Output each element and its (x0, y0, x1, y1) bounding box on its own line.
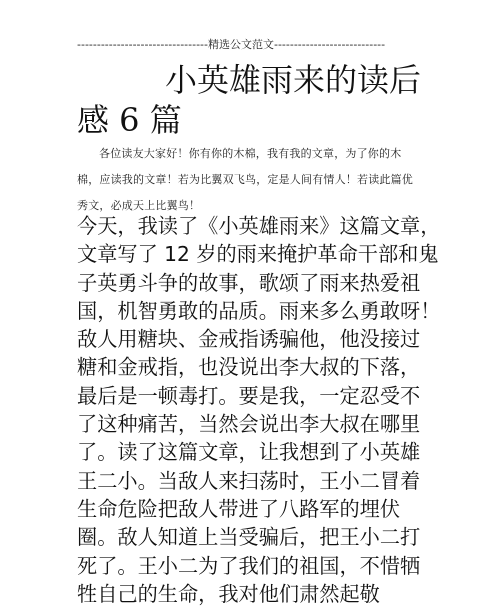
body-line: 敌人用糖块、金戒指诱骗他，他没接过 (77, 327, 421, 352)
intro-paragraph: 各位读友大家好！你有你的木棉，我有我的文章，为了你的木棉，应读我的文章！若为比翼双飞鸟，定是人间有情人！若读此篇优秀文，必成天上比翼鸟！ (77, 147, 413, 212)
body-line: 文章写了 12 岁的雨来掩护革命干部和鬼 (77, 242, 439, 267)
body-line: 死了。王小二为了我们的祖国，不惜牺 (77, 553, 421, 578)
body-paragraph (77, 212, 441, 608)
body-line: 了。读了这篇文章，让我想到了小英雄 (77, 440, 421, 465)
body-line: 生命危险把敌人带进了八路军的埋伏 (77, 496, 401, 521)
body-line: 国，机智勇敢的品质。雨来多么勇敢呀！ (77, 298, 441, 323)
document-title-line-2: 感 6 篇 (77, 101, 182, 139)
page-header: ---------------------------------精选公文范文---------------------------- (77, 38, 386, 51)
body-line: 最后是一顿毒打。要是我，一定忍受不 (77, 383, 421, 408)
document-title-line-1: 小英雄雨来的读后 (165, 61, 422, 99)
body-line: 牲自己的生命，我对他们肃然起敬 (77, 581, 380, 606)
body-line: 今天，我读了《小英雄雨来》这篇文章， (77, 214, 441, 238)
body-line: 王二小。当敌人来扫荡时，王小二冒着 (77, 468, 421, 493)
body-line: 糖和金戒指，也没说出李大叔的下落， (77, 355, 421, 380)
body-line: 圈。敌人知道上当受骗后，把王小二打 (77, 525, 421, 550)
body-line: 子英勇斗争的故事，歌颂了雨来热爱祖 (77, 270, 421, 295)
body-line: 了这种痛苦，当然会说出李大叔在哪里 (77, 412, 421, 437)
